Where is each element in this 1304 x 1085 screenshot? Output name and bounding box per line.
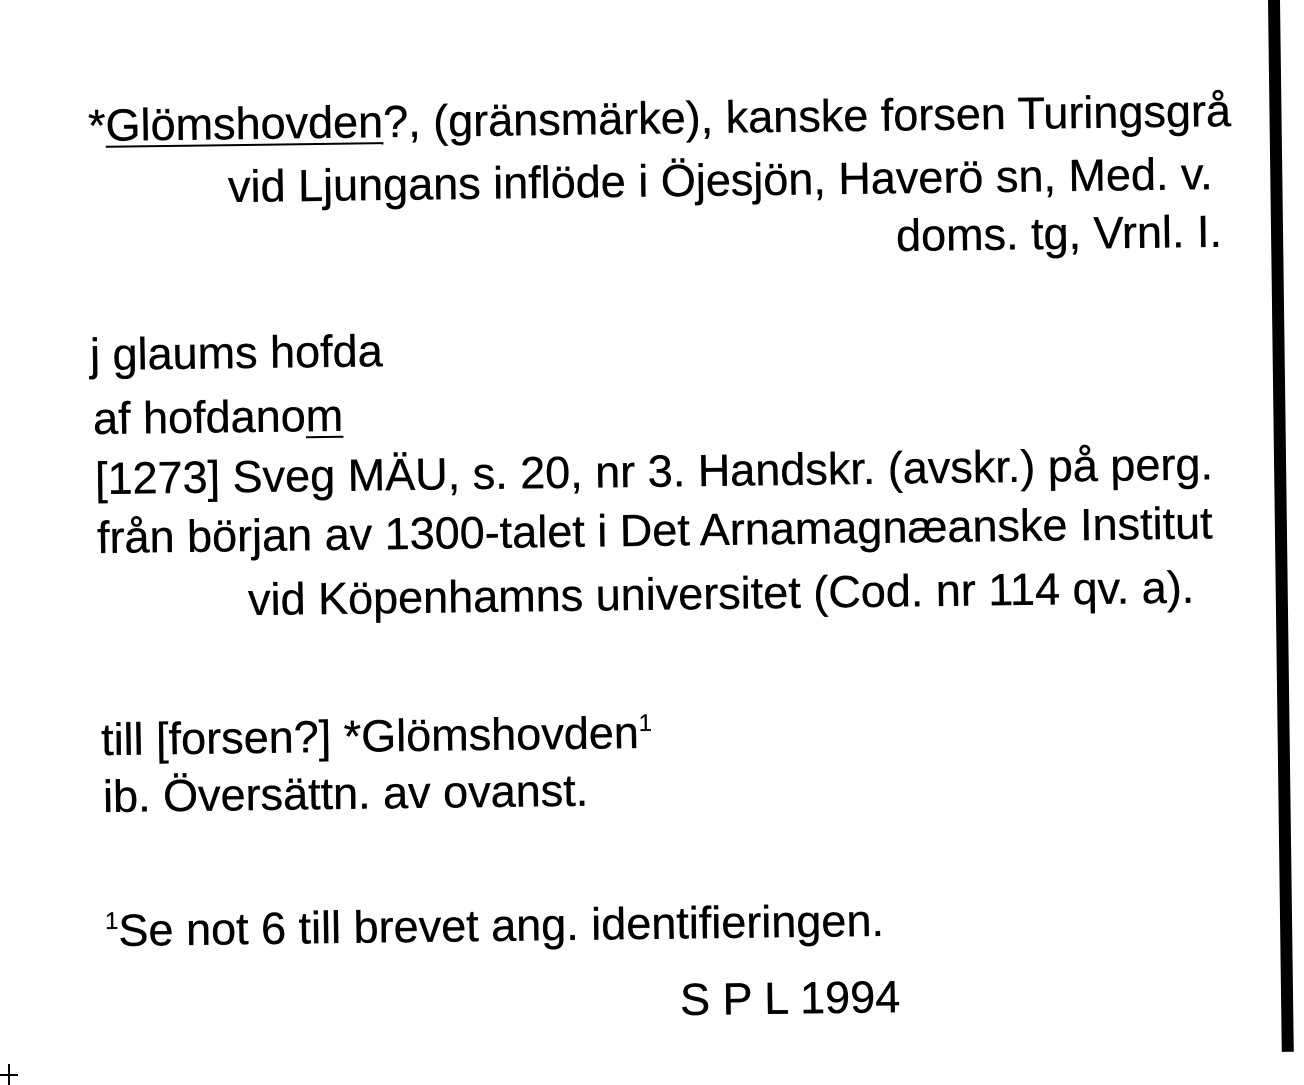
attested-form-1: j glaums hofda	[89, 325, 383, 380]
headword-line	[88, 86, 1232, 151]
attested-form-2	[93, 391, 344, 444]
footnote	[104, 887, 885, 956]
card-edge-line	[1268, 0, 1294, 1052]
signature: S P L 1994	[679, 971, 901, 1025]
translation-line-1	[100, 699, 653, 765]
footnote-reference: 1	[638, 709, 653, 737]
footnote-text: Se not 6 till brevet ang. identifieringen.	[118, 894, 885, 956]
headword: Glömshovden	[105, 96, 384, 151]
attested-form-2-base: af hofdano	[92, 390, 307, 444]
location-line-end: doms. tg, Vrnl. I.	[895, 205, 1223, 261]
source-line-3: vid Köpenhamns universitet (Cod. nr 114 qv. a).	[247, 561, 1195, 625]
headword-asterisk: *	[87, 99, 106, 151]
source-line-2: från början av 1300-talet i Det Arnamagnæanske Institut	[96, 497, 1213, 563]
registration-mark-horizontal	[0, 1074, 18, 1076]
translation-text: till [forsen?] *Glömshovden	[100, 706, 640, 765]
attested-form-2-underlined: m	[305, 389, 344, 442]
translation-line-2: ib. Översättn. av ovanst.	[102, 764, 589, 822]
footnote-marker: 1	[104, 907, 119, 935]
headword-description: ?, (gränsmärke), kanske forsen Turingsgrå	[382, 85, 1232, 148]
source-line-1: [1273] Sveg MÄU, s. 20, nr 3. Handskr. (avskr.) på perg.	[94, 438, 1214, 504]
location-line: vid Ljungans inflöde i Öjesjön, Haverö sn, Med. v.	[227, 148, 1213, 212]
